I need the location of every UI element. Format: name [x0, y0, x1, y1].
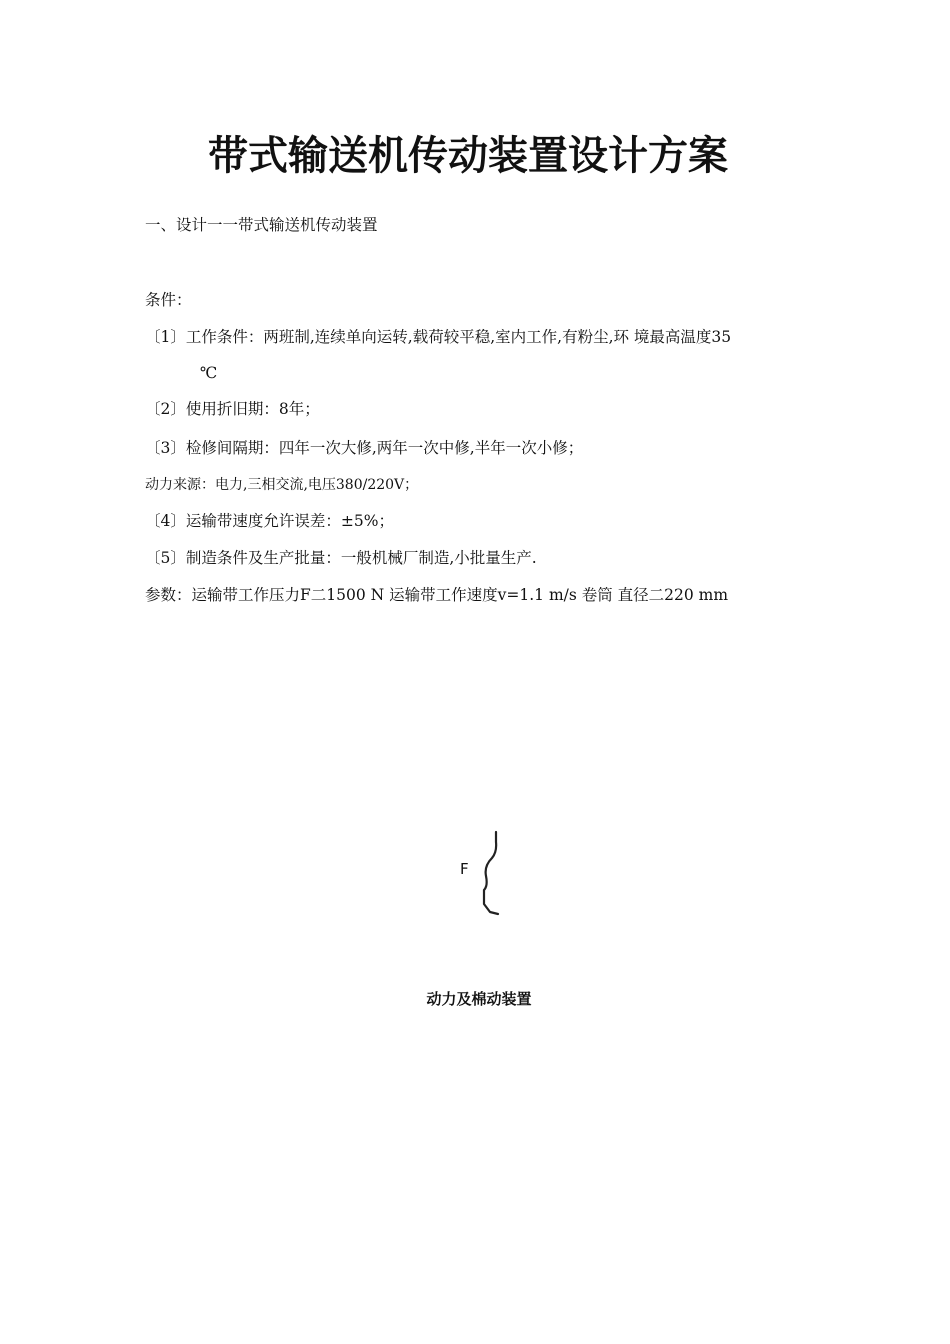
- condition-item-1: 〔1〕工作条件：两班制,连续单向运转,载荷较平稳,室内工作,有粉尘,环 境最高温度35: [145, 328, 732, 346]
- conditions-label: 条件：: [145, 291, 192, 309]
- condition-item-4: 〔4〕运输带速度允许误差：±5%；: [145, 512, 394, 530]
- parameters-line: 参数：运输带工作压力F二1500 N 运输带工作速度v=1.1 m/s 卷筒 直径二220 mm: [145, 586, 729, 604]
- figure-caption: 动力及棉动装置: [426, 990, 532, 1008]
- condition-item-3: 〔3〕检修间隔期：四年一次大修,两年一次中修,半年一次小修；: [145, 439, 584, 457]
- condition-item-5: 〔5〕制造条件及生产批量：一般机械厂制造,小批量生产.: [145, 549, 537, 567]
- transmission-figure: [450, 828, 510, 924]
- power-source-line: 动力来源：电力,三相交流,电压380/220V；: [145, 477, 419, 493]
- condition-item-1-continuation: ℃: [200, 364, 218, 382]
- condition-item-2: 〔2〕使用折旧期：8年；: [145, 400, 320, 418]
- document-title: 带式输送机传动装置设计方案: [208, 133, 728, 179]
- section-heading: 一、设计一一带式输送机传动装置: [145, 216, 378, 234]
- figure-force-label: F: [460, 860, 469, 878]
- figure-curve: [484, 832, 498, 914]
